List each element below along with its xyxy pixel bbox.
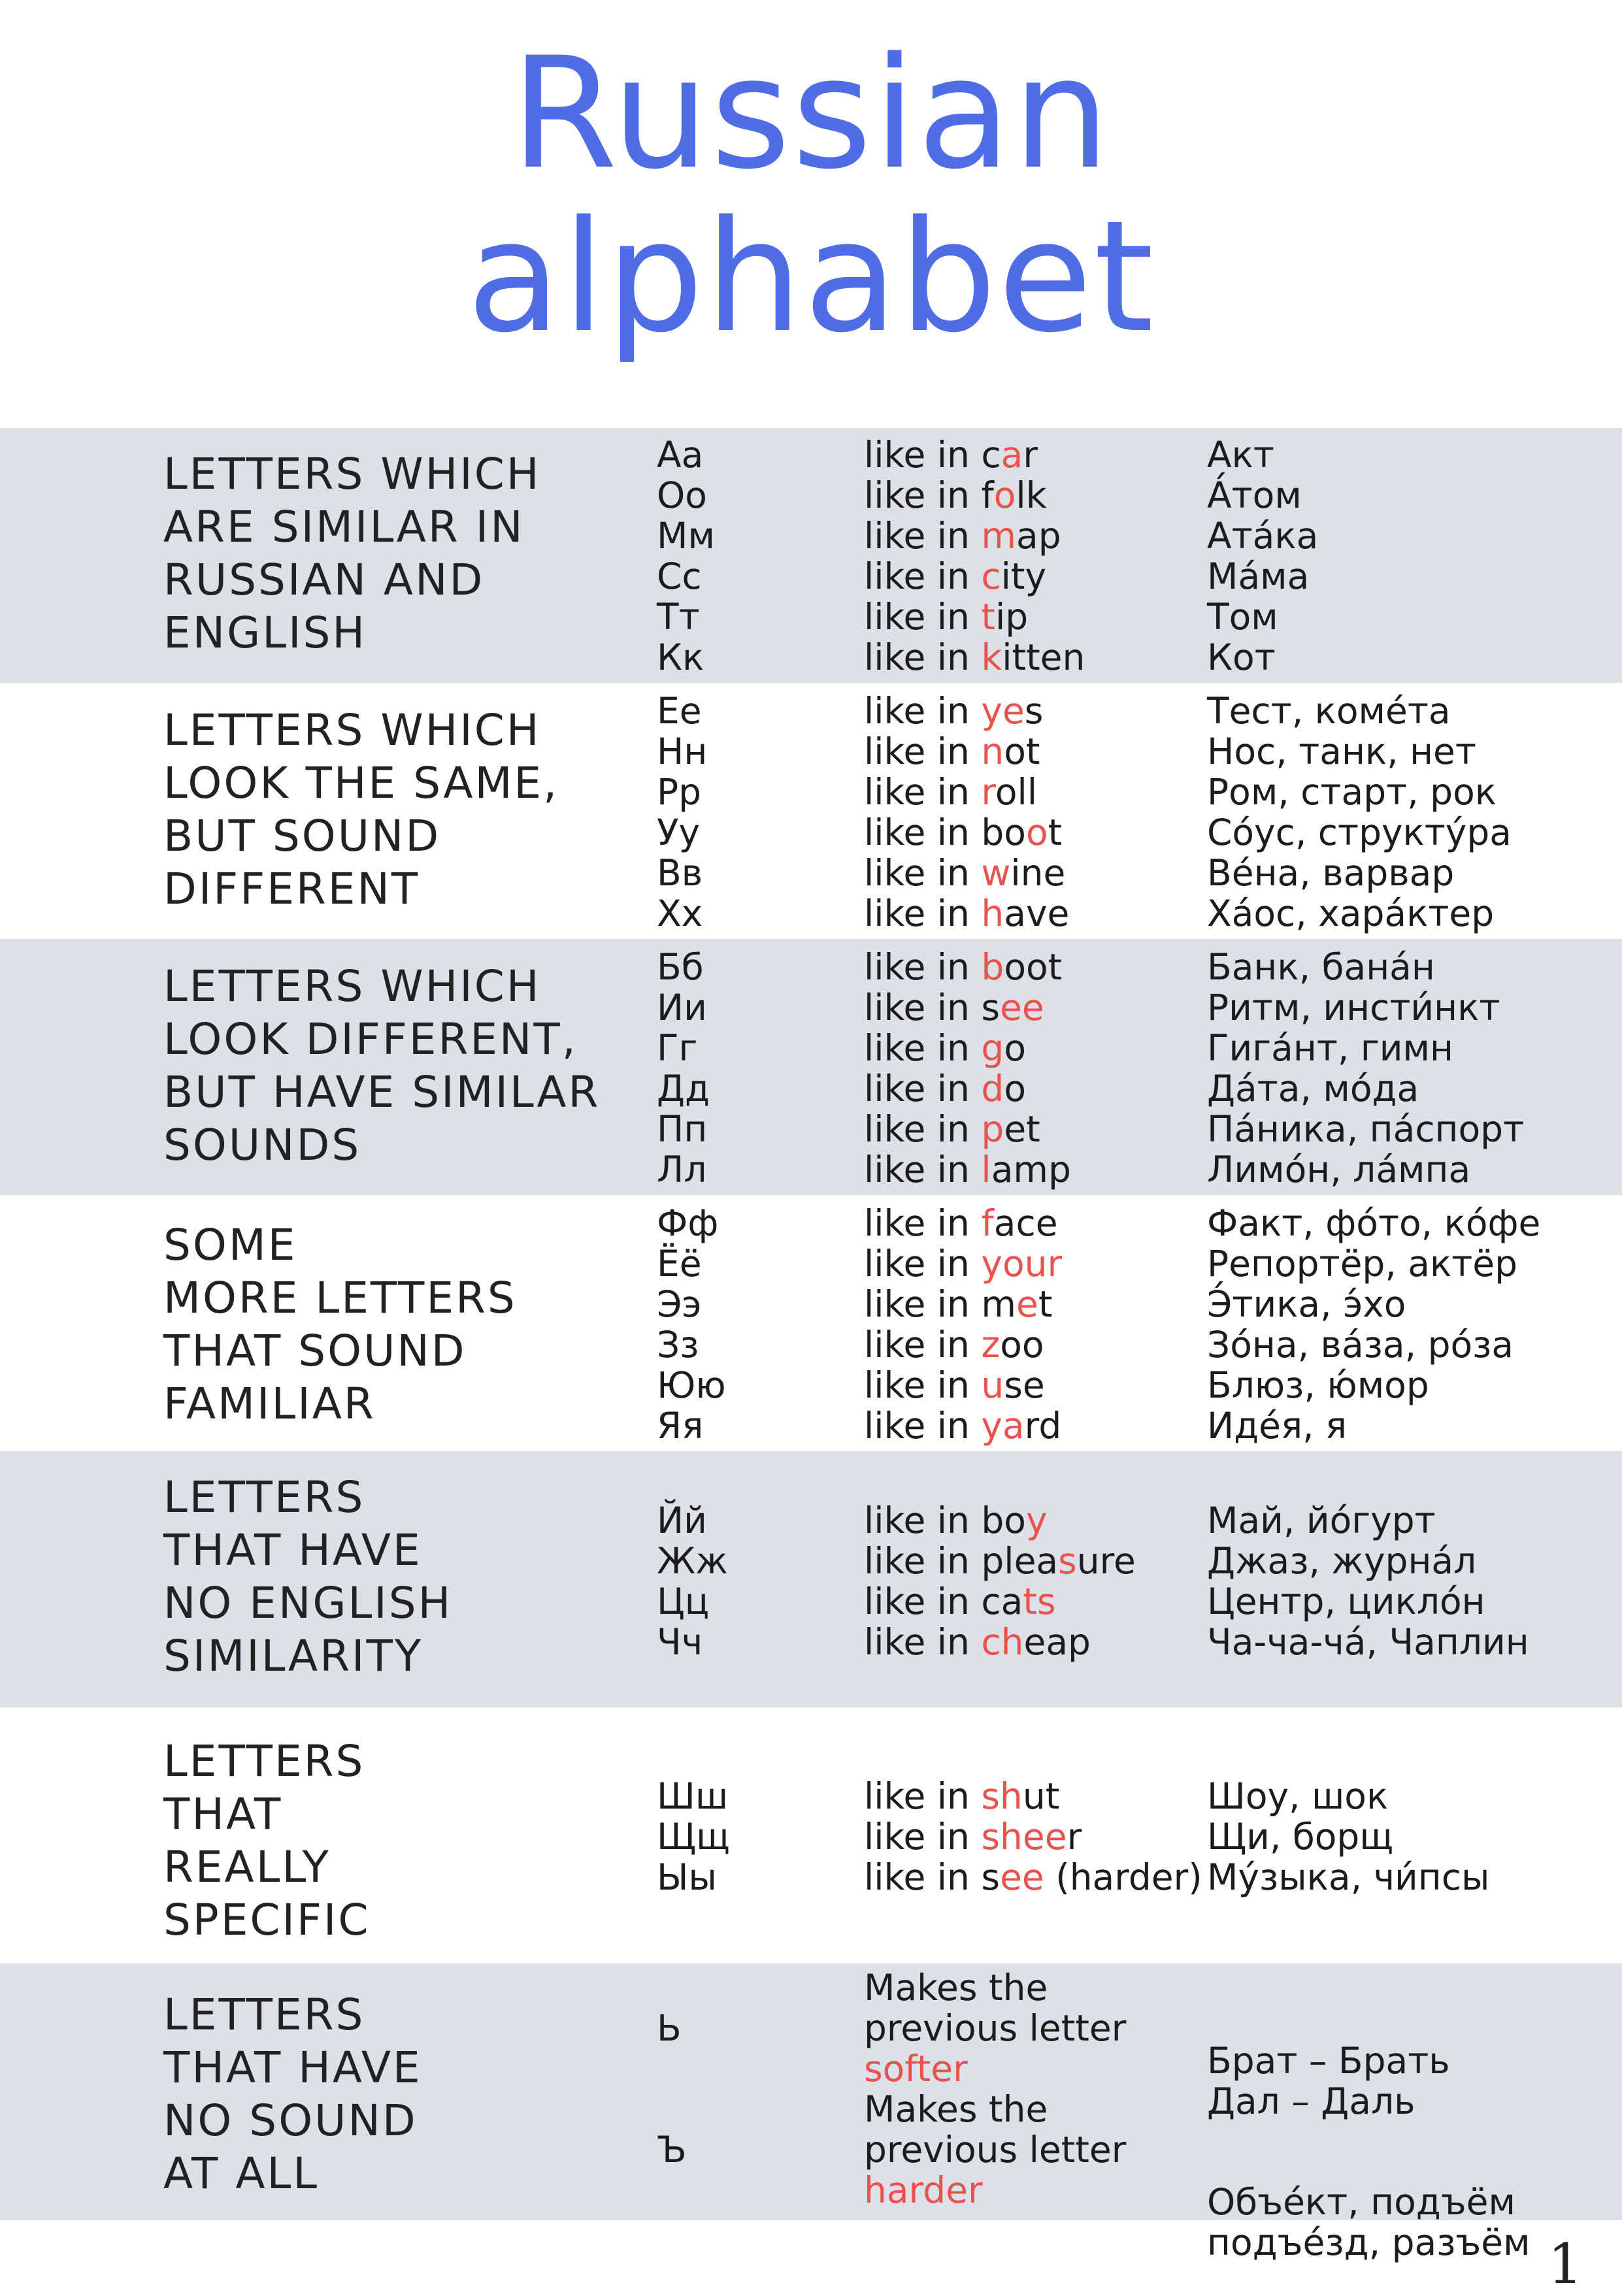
sound-text: rd (1024, 1405, 1062, 1447)
sound-example (864, 1967, 1048, 2008)
cyrillic-letter: Юю (657, 1364, 726, 1406)
cyrillic-letter: Жж (657, 1540, 728, 1582)
cyrillic-letter: Ыы (657, 1856, 717, 1898)
highlighted-sound: ye (981, 690, 1025, 732)
example-words: Том (1207, 596, 1278, 638)
section-label: LETTERS WHICH LOOK DIFFERENT, BUT HAVE SIMILAR SOUNDS (163, 961, 601, 1170)
sound-example (864, 1776, 1059, 1816)
sound-text: like in (864, 1202, 982, 1244)
sound-text: ure (1076, 1540, 1136, 1582)
sound-text: like in (864, 1816, 982, 1858)
sound-example (864, 1028, 1026, 1068)
sound-text: t (1038, 1283, 1053, 1325)
sound-text: like in (864, 893, 982, 934)
example-words: Факт, фо́то, ко́фе (1207, 1202, 1541, 1244)
sound-text: ut (1022, 1775, 1060, 1817)
highlighted-sound: harder (864, 2169, 983, 2211)
sound-text: ace (993, 1202, 1058, 1244)
sound-example (864, 1203, 1058, 1243)
example-words: Репортёр, актёр (1207, 1243, 1517, 1285)
highlighted-sound: h (981, 893, 1004, 934)
example-words: Май, йо́гурт (1207, 1500, 1436, 1541)
cyrillic-letter: Ии (657, 987, 707, 1028)
title-line-2: alphabet (467, 188, 1155, 367)
sound-text: oo (1000, 1324, 1044, 1366)
example-words: Зо́на, ва́за, ро́за (1207, 1324, 1514, 1366)
cyrillic-letter: Аа (657, 434, 704, 476)
cyrillic-letter: Ёё (657, 1243, 702, 1285)
section-label: LETTERS WHICH ARE SIMILAR IN RUSSIAN AND ENGLISH (163, 449, 541, 658)
section-same-look (0, 683, 1622, 939)
sound-text: s (1024, 690, 1044, 732)
highlighted-sound: u (981, 1364, 1004, 1406)
example-words: Му́зыка, чи́псы (1207, 1856, 1490, 1898)
sound-example (864, 2008, 1126, 2048)
example-words: А́том (1207, 474, 1302, 516)
example-words: Да́та, мо́да (1207, 1068, 1419, 1109)
example-words: Ритм, инсти́нкт (1207, 987, 1500, 1028)
sound-text: like in (864, 1775, 982, 1817)
sound-example (864, 1324, 1044, 1365)
sound-example (864, 853, 1065, 893)
cyrillic-letter: Зз (657, 1324, 699, 1366)
example-words: Дал – Даль (1207, 2080, 1415, 2122)
sound-text: like in s (864, 1856, 1001, 1898)
sound-text: like in (864, 1243, 982, 1285)
cyrillic-letter: Ее (657, 690, 702, 732)
sound-text: r (1067, 1816, 1082, 1858)
highlighted-sound: r (981, 771, 995, 813)
page-number: 1 (1548, 2232, 1583, 2296)
sound-text: like in (864, 636, 982, 678)
sound-text: like in (864, 771, 982, 813)
highlighted-sound: e (1016, 1283, 1038, 1325)
highlighted-sound: b (981, 946, 1004, 988)
example-words: Ата́ка (1207, 515, 1319, 557)
sound-text: o (1004, 1068, 1026, 1109)
example-words: Лимо́н, ла́мпа (1207, 1149, 1471, 1190)
section-look-different (0, 939, 1622, 1195)
highlighted-sound: your (981, 1243, 1063, 1285)
highlighted-sound: s (1058, 1540, 1077, 1582)
cyrillic-letter: Мм (657, 515, 715, 557)
sound-text: lk (1016, 474, 1047, 516)
cyrillic-letter: Тт (657, 596, 700, 638)
sound-text: ip (995, 596, 1029, 638)
cyrillic-letter: Лл (657, 1149, 707, 1190)
example-words: Ром, старт, рок (1207, 771, 1497, 813)
sound-example (864, 812, 1062, 853)
highlighted-sound: shee (981, 1816, 1067, 1858)
sound-text: previous letter (864, 2007, 1127, 2049)
cyrillic-letter: Пп (657, 1108, 708, 1150)
sound-text: Makes the (864, 1967, 1048, 2009)
sound-text: ity (1001, 555, 1047, 597)
cyrillic-letter: Уу (657, 812, 701, 853)
sound-example (864, 1109, 1040, 1149)
sound-example (864, 1541, 1136, 1581)
example-words: подъе́зд, разъём (1207, 2222, 1531, 2263)
sound-text: like in bo (864, 1500, 1026, 1541)
section-label: SOME MORE LETTERS THAT SOUND FAMILIAR (163, 1220, 517, 1429)
example-words: Нос, танк, нет (1207, 730, 1476, 772)
sound-example (864, 2048, 968, 2089)
sound-example (864, 1243, 1062, 1284)
sound-example (864, 1500, 1048, 1541)
sound-example (864, 2170, 983, 2210)
example-words: Ча-ча-ча́, Чаплин (1207, 1621, 1529, 1663)
example-words: Иде́я, я (1207, 1405, 1348, 1447)
sound-text: like in bo (864, 812, 1026, 853)
sound-text: (harder) (1044, 1856, 1202, 1898)
section-no-sound (0, 1963, 1622, 2263)
sound-text: like in (864, 1149, 982, 1190)
cyrillic-letter: Фф (657, 1202, 719, 1244)
section-familiar (0, 1195, 1622, 1451)
sound-example (864, 691, 1043, 731)
sound-example (864, 1149, 1071, 1190)
highlighted-sound: d (981, 1068, 1004, 1109)
sound-text: like in (864, 946, 982, 988)
example-words: Тест, коме́та (1207, 690, 1451, 732)
highlighted-sound: a (1001, 434, 1023, 476)
example-words: Шоу, шок (1207, 1775, 1389, 1817)
highlighted-sound: ee (1000, 987, 1044, 1028)
cyrillic-letter: Шш (657, 1775, 729, 1817)
section-similar (0, 428, 1622, 683)
highlighted-sound: ts (1023, 1581, 1056, 1622)
sound-example (864, 1857, 1202, 1897)
cyrillic-letter: Кк (657, 636, 704, 678)
sound-text: like in (864, 596, 982, 638)
cyrillic-letter: Ээ (657, 1283, 702, 1325)
sound-text: ap (1016, 515, 1061, 557)
example-words: Объе́кт, подъём (1207, 2181, 1515, 2223)
example-words: Ха́ос, хара́ктер (1207, 893, 1495, 934)
example-words: Со́ус, структу́ра (1207, 812, 1512, 853)
sound-text: et (1004, 1108, 1040, 1150)
sound-text: like in (864, 1068, 982, 1109)
highlighted-sound: k (981, 636, 1002, 678)
sound-text: like in (864, 852, 982, 894)
section-specific (0, 1707, 1622, 1963)
sound-text: amp (991, 1149, 1071, 1190)
highlighted-sound: ya (981, 1405, 1025, 1447)
example-words: Кот (1207, 636, 1276, 678)
example-words: Брат – Брать (1207, 2040, 1450, 2082)
cyrillic-letter: Бб (657, 946, 704, 988)
highlighted-sound: ch (981, 1621, 1024, 1663)
cyrillic-letter: Дд (657, 1068, 710, 1109)
example-words: Центр, цикло́н (1207, 1581, 1485, 1622)
sound-example (864, 637, 1085, 678)
sound-example (864, 987, 1044, 1028)
sound-example (864, 772, 1037, 812)
sound-example (864, 1284, 1052, 1324)
sound-text: like in (864, 690, 982, 732)
highlighted-sound: o (1025, 812, 1048, 853)
highlighted-sound: m (981, 515, 1016, 557)
cyrillic-letter: Хх (657, 893, 703, 934)
sound-text: itten (1002, 636, 1085, 678)
highlighted-sound: z (981, 1324, 1001, 1366)
sound-text: like in m (864, 1283, 1016, 1325)
cyrillic-letter: Сс (657, 555, 702, 597)
highlighted-sound: softer (864, 2048, 968, 2090)
title-line-1: Russian (510, 25, 1112, 203)
cyrillic-letter: Ь (657, 2007, 682, 2049)
cyrillic-letter: Оо (657, 474, 707, 516)
sound-example (864, 556, 1046, 597)
sound-example (864, 1365, 1045, 1405)
section-label: LETTERS THAT HAVE NO SOUND AT ALL (163, 1990, 422, 2199)
sound-text: like in s (864, 987, 1001, 1028)
cyrillic-letter: Цц (657, 1581, 710, 1622)
sound-text: like in plea (864, 1540, 1059, 1582)
cyrillic-letter: Рр (657, 771, 702, 813)
sound-text: eap (1023, 1621, 1091, 1663)
sound-example (864, 1816, 1082, 1857)
example-words: Э́тика, э́хо (1207, 1283, 1406, 1325)
section-label: LETTERS THAT REALLY SPECIFIC (163, 1736, 371, 1945)
sound-example (864, 947, 1062, 987)
sound-text: previous letter (864, 2129, 1127, 2171)
cyrillic-letter: Вв (657, 852, 703, 894)
highlighted-sound: w (981, 852, 1011, 894)
sound-example (864, 731, 1040, 772)
sound-text: o (1004, 1027, 1026, 1069)
example-words: Ма́ма (1207, 555, 1310, 597)
example-words: Джаз, журна́л (1207, 1540, 1477, 1582)
cyrillic-letter: Щщ (657, 1816, 730, 1858)
sound-text: like in (864, 1027, 982, 1069)
sound-text: like in (864, 1405, 982, 1447)
example-words: Блюз, ю́мор (1207, 1364, 1429, 1406)
cyrillic-letter: Нн (657, 730, 708, 772)
sound-example (864, 2089, 1048, 2129)
sound-example (864, 893, 1069, 934)
sound-text: oll (995, 771, 1038, 813)
highlighted-sound: y (1025, 1500, 1048, 1541)
example-words: Банк, бана́н (1207, 946, 1435, 988)
section-label: LETTERS THAT HAVE NO ENGLISH SIMILARITY (163, 1472, 453, 1681)
sound-text: like in (864, 730, 982, 772)
highlighted-sound: t (981, 596, 995, 638)
sound-example (864, 1068, 1026, 1109)
cyrillic-letter: Гг (657, 1027, 698, 1069)
highlighted-sound: o (993, 474, 1016, 516)
sound-text: Makes the (864, 2088, 1048, 2130)
highlighted-sound: sh (981, 1775, 1023, 1817)
example-words: Акт (1207, 434, 1274, 476)
cyrillic-letter: Ъ (657, 2129, 687, 2171)
sound-text: like in (864, 515, 982, 557)
sound-text: like in (864, 1324, 982, 1366)
sound-text: like in c (864, 434, 1001, 476)
highlighted-sound: c (981, 555, 1001, 597)
cyrillic-letter: Чч (657, 1621, 703, 1663)
sound-example (864, 1581, 1056, 1622)
sound-example (864, 1622, 1091, 1662)
sound-text: like in f (864, 474, 994, 516)
section-label: LETTERS WHICH LOOK THE SAME, BUT SOUND DIFFERENT (163, 705, 559, 914)
highlighted-sound: l (981, 1149, 991, 1190)
sound-text: t (1048, 812, 1063, 853)
example-words: Щи, борщ (1207, 1816, 1394, 1858)
cyrillic-letter: Йй (657, 1500, 707, 1541)
sound-example (864, 1405, 1061, 1446)
sound-text: like in ca (864, 1581, 1023, 1622)
sound-text: like in (864, 1364, 982, 1406)
sound-example (864, 597, 1028, 637)
section-no-english (0, 1451, 1622, 1707)
sound-text: like in (864, 555, 982, 597)
sound-example (864, 435, 1038, 475)
cyrillic-letter: Яя (657, 1405, 704, 1447)
sound-text: ot (1004, 730, 1040, 772)
sound-text: like in (864, 1621, 982, 1663)
highlighted-sound: n (981, 730, 1004, 772)
sound-text: like in (864, 1108, 982, 1150)
sound-text: ine (1010, 852, 1066, 894)
highlighted-sound: ee (1000, 1856, 1044, 1898)
example-words: Гига́нт, гимн (1207, 1027, 1453, 1069)
example-words: Па́ника, па́спорт (1207, 1108, 1525, 1150)
sound-example (864, 516, 1061, 556)
highlighted-sound: f (981, 1202, 994, 1244)
sound-text: ave (1004, 893, 1070, 934)
sound-example (864, 2129, 1126, 2170)
sound-text: oot (1004, 946, 1063, 988)
highlighted-sound: g (981, 1027, 1004, 1069)
example-words: Ве́на, варвар (1207, 852, 1455, 894)
highlighted-sound: p (981, 1108, 1004, 1150)
sound-example (864, 475, 1047, 516)
sound-text: r (1023, 434, 1038, 476)
sound-text: se (1004, 1364, 1045, 1406)
